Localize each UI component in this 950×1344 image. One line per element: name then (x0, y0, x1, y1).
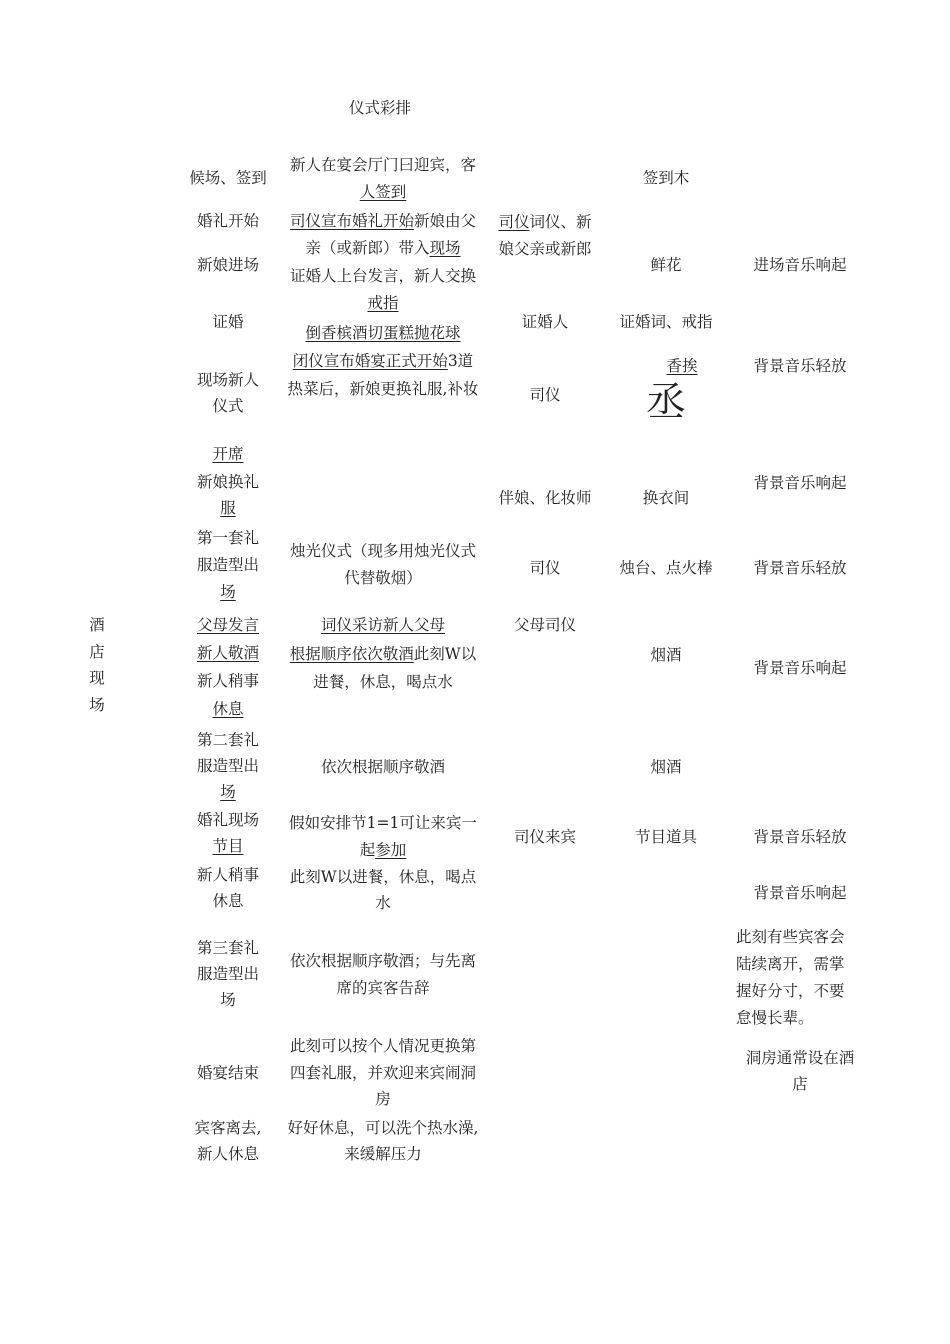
music-soft: 背景音乐轻放 (753, 828, 847, 846)
note-line: 怠慢长辈。 (736, 1009, 814, 1027)
underlined-text: 闭仪宣布婚宴正式开始 (292, 352, 448, 370)
people-officiant-line: 娘父亲或新郎 (498, 240, 592, 258)
props-large-glyph: 丞 (646, 379, 686, 425)
content-greeting-line: 人签到 (359, 183, 407, 201)
music-start: 背景音乐响起 (753, 659, 847, 677)
content-candle-line: 烛光仪式（现多用烛光仪式 (289, 542, 476, 560)
text: 3道 (447, 352, 474, 370)
content-toast-line: 进餐，休息，喝点水 (313, 673, 453, 691)
stage-parents-speech: 父母发言 (196, 616, 259, 634)
stage-guests-leave-line: 新人休息 (196, 1145, 259, 1163)
content-greeting-line: 新人在宴会厅门曰迎宾，客 (289, 156, 476, 174)
content-start-line (276, 235, 490, 262)
stage-program-line: 节目 (212, 837, 244, 855)
stage-bride-change-line: 服 (220, 499, 236, 517)
text: 词仪、新 (529, 213, 592, 231)
underlined-text: 参加 (375, 841, 407, 859)
content-champagne: 倒香槟酒切蛋糕抛花球 (305, 324, 461, 342)
props-program: 节目道具 (634, 828, 697, 846)
content-program-line: 假如安排节1=1可让来宾一 (289, 814, 477, 832)
people-witness: 证婚人 (521, 313, 569, 331)
props-vows-rings: 证婚词、戒指 (619, 313, 713, 331)
people-officiant: 司仪 (529, 386, 561, 404)
venue-label-char: 场 (89, 695, 105, 714)
stage-outfit3-line: 第三套礼 (196, 939, 259, 957)
content-toast-line (276, 641, 490, 668)
people-bridesmaid: 伴娘、化妆师 (498, 489, 592, 507)
content-witness-line: 戒指 (367, 294, 399, 312)
content-rest-line: 此刻W以进餐，休息，喝点 (289, 868, 477, 886)
stage-ceremony-line: 现场新人 (196, 371, 259, 389)
note-line: 陆续离开，需掌 (736, 955, 845, 973)
note-bridal-room-line: 店 (792, 1075, 808, 1093)
content-bridal-room-line: 房 (375, 1090, 391, 1108)
content-rest-final-line: 来缓解压力 (344, 1145, 422, 1163)
content-banquet-line (276, 348, 490, 375)
props-flowers: 鲜花 (650, 256, 682, 274)
venue-label-char: 店 (89, 642, 105, 661)
content-interview: 词仪采访新人父母 (320, 616, 445, 634)
stage-witness: 证婚 (212, 313, 244, 331)
content-rest-final-line: 好好休息，可以洗个热水澡, (287, 1119, 479, 1137)
venue-label (82, 612, 112, 718)
stage-outfit2-line: 服造型出 (196, 757, 259, 775)
text: 起 (359, 841, 376, 859)
music-start: 背景音乐响起 (753, 884, 847, 902)
text: 亲（或新郎）带入 (305, 239, 430, 257)
content-farewell-line: 依次根据顺序敬酒；与先离 (289, 952, 476, 970)
stage-toast: 新人敬酒 (196, 644, 259, 662)
note-bridal-room-line: 洞房通常设在酒 (745, 1049, 855, 1067)
stage-ceremony-line: 仪式 (212, 397, 244, 415)
stage-outfit1-line: 第一套礼 (196, 529, 259, 547)
stage-rest1-line: 休息 (212, 700, 244, 718)
music-entrance: 进场音乐响起 (753, 256, 847, 274)
props-dressing-room: 换衣间 (642, 489, 690, 507)
stage-wedding-start: 婚礼开始 (196, 212, 259, 230)
stage-rest2-line: 休息 (212, 892, 244, 910)
props-cigarettes-wine: 烟酒 (650, 646, 682, 664)
venue-label-char: 酒 (89, 616, 105, 634)
note-line: 此刻有些宾客会 (736, 928, 845, 946)
underlined-text: 现场 (429, 239, 461, 257)
people-officiant: 司仪 (529, 559, 561, 577)
stage-outfit3-line: 场 (220, 991, 236, 1009)
content-toast2: 依次根据顺序敬酒 (320, 758, 445, 776)
stage-banquet-open: 开席 (212, 445, 244, 463)
stage-outfit2-line: 第二套礼 (196, 731, 259, 749)
underlined-text: 司仪 (498, 213, 530, 231)
stage-checkin: 候场、签到 (189, 169, 267, 187)
note-line: 握好分寸，不要 (736, 982, 845, 1000)
underlined-text: 根据顺序依次敬酒 (289, 645, 414, 663)
props-cigarettes-wine: 烟酒 (650, 758, 682, 776)
content-bridal-room-line: 四套礼服，并欢迎来宾闹洞 (289, 1064, 476, 1082)
content-farewell-line: 席的宾客告辞 (336, 979, 430, 997)
venue-label-char: 现 (89, 669, 105, 687)
people-officiant-guests: 司仪来宾 (513, 828, 576, 846)
content-bridal-room-line: 此刻可以按个人情况更换第 (289, 1037, 476, 1055)
props-signboard: 签到木 (642, 169, 690, 187)
stage-outfit1-line: 场 (220, 583, 236, 601)
stage-program-line: 婚礼现场 (196, 811, 259, 829)
people-officiant-line (490, 209, 600, 236)
stage-rest1-line: 新人稍事 (196, 672, 259, 690)
stage-bride-change-line: 新娘换礼 (196, 473, 259, 491)
stage-guests-leave-line: 宾客离去, (194, 1119, 262, 1137)
stage-banquet-end: 婚宴结束 (196, 1064, 259, 1082)
content-program-line (276, 837, 490, 864)
content-candle-line: 代替敬烟） (344, 569, 422, 587)
page-title: 仪式彩排 (348, 99, 411, 117)
stage-rest2-line: 新人稍事 (196, 866, 259, 884)
stage-bride-entrance: 新娘进场 (196, 256, 259, 274)
people-parents: 父母司仪 (513, 616, 576, 634)
content-rest-line: 水 (375, 894, 391, 912)
stage-outfit2-line: 场 (220, 783, 236, 801)
stage-outfit3-line: 服造型出 (196, 965, 259, 983)
text: 新娘由父 (414, 212, 477, 230)
content-banquet-line: 热菜后，新娘更换礼服,补妆 (287, 380, 479, 398)
stage-outfit1-line: 服造型出 (196, 556, 259, 574)
underlined-text: 司仪宣布婚礼开始 (289, 212, 414, 230)
content-witness-line: 证婚人上台发言，新人交换 (289, 267, 476, 285)
props-champagne: 香挨 (666, 357, 698, 375)
props-candle: 烛台、点火棒 (619, 559, 713, 577)
content-start-line (276, 208, 490, 235)
text: 此刻W以 (413, 645, 477, 663)
music-soft: 背景音乐轻放 (753, 357, 847, 375)
music-soft: 背景音乐轻放 (753, 559, 847, 577)
music-start: 背景音乐响起 (753, 474, 847, 492)
